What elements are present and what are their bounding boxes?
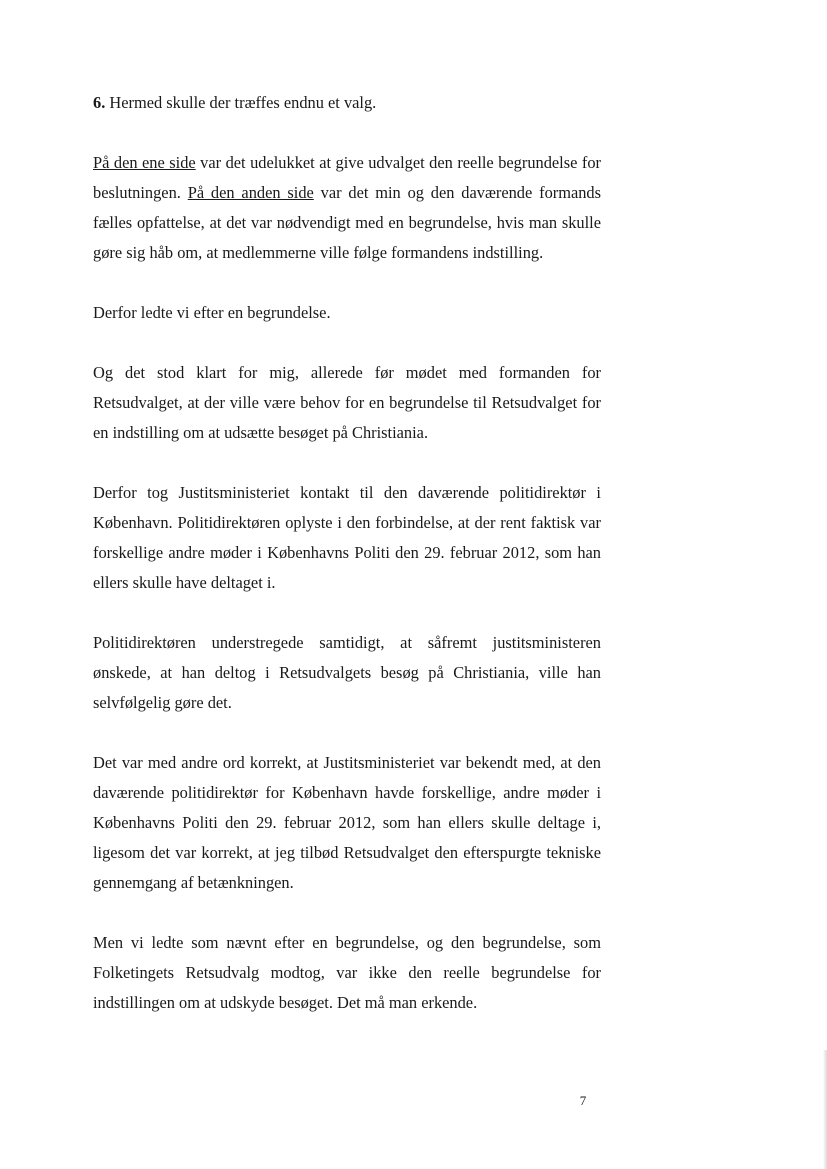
paragraph: Derfor tog Justitsministeriet kontakt til den daværende politidirektør i København. Politidirektøren oplyste i den forbindelse, at der rent faktisk var forskellige andre møder i Københavns Politi den 29. februar 2012, som han ellers skulle have deltaget i. xyxy=(93,483,601,592)
paragraph: Og det stod klart for mig, allerede før mødet med formanden for Retsudvalget, at der ville være behov for en begrundelse til Retsudvalget for en indstilling om at udsætte besøget på Christiania. xyxy=(93,363,601,442)
paragraph-text: Hermed skulle der træffes endnu et valg. xyxy=(105,93,377,112)
section-number: 6. xyxy=(93,93,106,112)
paragraph: Men vi ledte som nævnt efter en begrundelse, og den begrundelse, som Folketingets Retsudvalg modtog, var ikke den reelle begrundelse for indstillingen om at udskyde besøget. Det må man erkende. xyxy=(93,933,601,1012)
page-number: 7 xyxy=(579,1093,587,1108)
paragraph: Derfor ledte vi efter en begrundelse. xyxy=(93,303,331,322)
paragraph: Det var med andre ord korrekt, at Justitsministeriet var bekendt med, at den daværende politidirektør for København havde forskellige, andre møder i Københavns Politi den 29. februar 2012, som han ellers skulle deltage i, ligesom det var korrekt, at jeg tilbød Retsudvalget den efterspurgte tekniske gennemgang af betænkningen. xyxy=(93,753,601,892)
underlined-phrase: På den ene side xyxy=(93,153,196,172)
scan-edge-shadow xyxy=(823,1050,827,1169)
paragraph-6 xyxy=(93,88,601,118)
body-text xyxy=(93,88,601,1048)
paragraph-both-sides xyxy=(93,148,601,268)
paragraph-text: var det udelukket at give udvalget den reelle begrundelse for beslutningen. xyxy=(93,153,601,202)
underlined-phrase: På den anden side xyxy=(187,183,314,202)
paragraph: Politidirektøren understregede samtidigt, at såfremt justitsministeren ønskede, at han deltog i Retsudvalgets besøg på Christiania, ville han selvfølgelig gøre det. xyxy=(93,633,601,712)
paragraph-text: var det min og den daværende formands fælles opfattelse, at det var nødvendigt med en begrundelse, hvis man skulle gøre sig håb om, at medlemmerne ville følge formandens indstilling. xyxy=(93,183,602,262)
